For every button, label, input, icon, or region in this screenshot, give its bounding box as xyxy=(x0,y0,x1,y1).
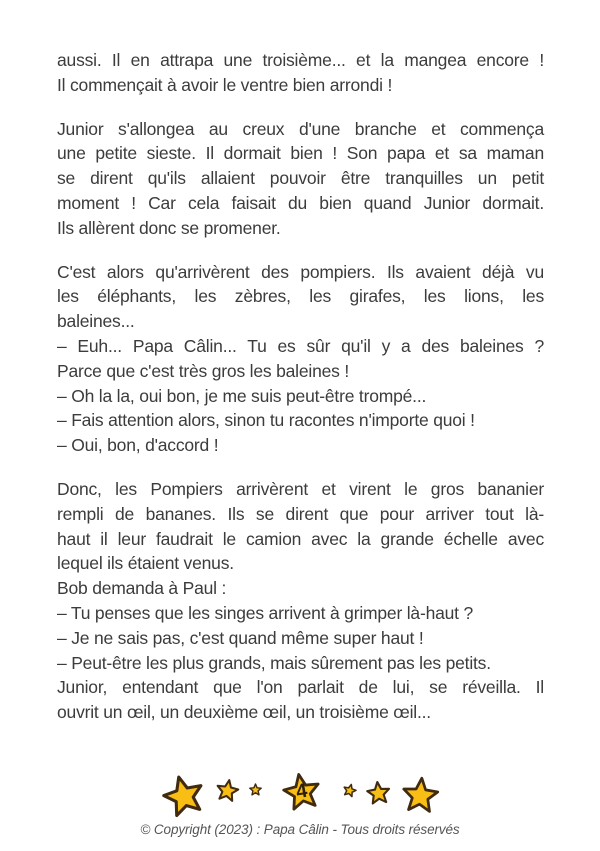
story-line: rempli de bananes. Ils se dirent que pour arriver tout là- xyxy=(57,503,544,524)
story-paragraph xyxy=(57,477,544,725)
story-line: Junior s'allongea au creux d'une branche et commença xyxy=(57,118,544,139)
story-line: les éléphants, les zèbres, les girafes, les lions, les xyxy=(57,286,544,307)
story-paragraph xyxy=(57,48,544,98)
story-line: ouvrit un œil, un deuxième œil, un troisième œil... xyxy=(57,702,431,723)
story-line: – Peut-être les plus grands, mais sûrement pas les petits. xyxy=(57,652,491,673)
star-icon xyxy=(364,778,391,805)
story-line: Donc, les Pompiers arrivèrent et virent le gros bananier xyxy=(57,478,544,499)
story-line: – Fais attention alors, sinon tu racontes n'importe quoi ! xyxy=(57,410,475,431)
story-line: – Oh la la, oui bon, je me suis peut-être trompé... xyxy=(57,385,427,406)
copyright-text: © Copyright (2023) : Papa Câlin - Tous droits réservés xyxy=(140,822,460,837)
star-icon xyxy=(249,783,262,796)
star-icon xyxy=(213,776,241,804)
story-line: haut il leur faudrait le camion avec la grande échelle avec xyxy=(57,528,544,549)
star-icon xyxy=(341,782,358,799)
story-line: se dirent qu'ils allaient pouvoir être tranquilles un petit xyxy=(57,168,544,189)
story-line: Parce que c'est très gros les baleines ! xyxy=(57,360,350,381)
story-line: – Je ne sais pas, c'est quand même super haut ! xyxy=(57,627,424,648)
story-paragraph xyxy=(57,117,544,241)
story-line: C'est alors qu'arrivèrent des pompiers. Ils avaient déjà vu xyxy=(57,261,544,282)
star-icon xyxy=(399,773,441,815)
story-line: – Tu penses que les singes arrivent à grimper là-haut ? xyxy=(57,602,474,623)
story-line: lequel ils étaient venus. xyxy=(57,553,234,574)
story-paragraph xyxy=(57,260,544,458)
story-line: Bob demanda à Paul : xyxy=(57,578,227,599)
story-line: aussi. Il en attrapa une troisième... et la mangea encore ! xyxy=(57,50,544,70)
page-number: 4 xyxy=(293,779,309,804)
page-number-star-icon xyxy=(278,768,324,814)
star-icon xyxy=(156,768,210,822)
star-row xyxy=(0,767,600,819)
story-line: moment ! Car cela faisait du bien quand Junior dormait. xyxy=(57,192,544,213)
story-line: – Oui, bon, d'accord ! xyxy=(57,435,219,456)
story-line: – Euh... Papa Câlin... Tu es sûr qu'il y a des baleines ? xyxy=(57,335,544,356)
page-footer xyxy=(0,767,600,837)
story-line: une petite sieste. Il dormait bien ! Son papa et sa maman xyxy=(57,143,544,164)
story xyxy=(57,48,544,725)
story-line: Il commençait à avoir le ventre bien arrondi ! xyxy=(57,74,393,95)
story-line: Junior, entendant que l'on parlait de lui, se réveilla. Il xyxy=(57,677,544,698)
story-line: baleines... xyxy=(57,311,135,332)
story-line: Ils allèrent donc se promener. xyxy=(57,217,281,238)
